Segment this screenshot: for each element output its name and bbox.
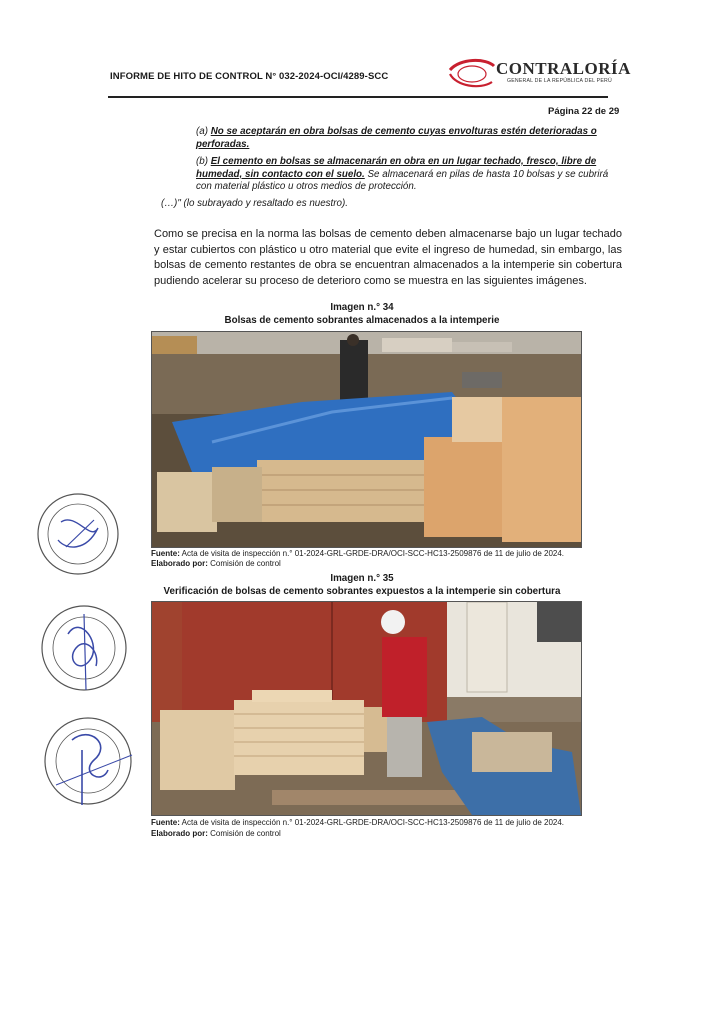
figure-35-source-text: Acta de visita de inspección n.° 01-2024-GRL-GRDE-DRA/OCI-SCC-HC13-2509876 de 11 de julio de 2024.	[179, 818, 565, 827]
quote-item-b-prefix: (b)	[196, 156, 211, 167]
figure-35-source-label: Fuente:	[151, 818, 180, 827]
seal-supervisor	[40, 604, 128, 692]
quote-item-b	[196, 156, 616, 194]
seal-jefe-de-comision	[36, 492, 120, 576]
figure-34-made-by	[151, 559, 281, 569]
figure-34-source-text: Acta de visita de inspección n.° 01-2024-GRL-GRDE-DRA/OCI-SCC-HC13-2509876 de 11 de julio de 2024.	[179, 549, 565, 558]
quote-item-b-underlined: El cemento en bolsas se almacenarán en obra en un lugar techado, fresco, libre de humedad, sin contacto con el suelo.	[196, 156, 597, 180]
figure-35-made-by	[151, 829, 281, 839]
quote-item-b-rest: Se almacenará en pilas de hasta 10 bolsas y se cubrirá con material plástico u otros medios de protección.	[196, 168, 609, 192]
report-title: INFORME DE HITO DE CONTROL N° 032-2024-OCI/4289-SCC	[110, 71, 389, 82]
quote-item-a-prefix: (a)	[196, 126, 211, 137]
figure-35-number: Imagen n.° 35	[330, 573, 394, 584]
quote-closing: (…)" (lo subrayado y resaltado es nuestro).	[161, 198, 348, 209]
figure-34-made-by-label: Elaborado por:	[151, 559, 208, 568]
figure-35-made-by-label: Elaborado por:	[151, 829, 208, 838]
quote-item-a-text: No se aceptarán en obra bolsas de cemento cuyas envolturas estén deterioradas o perforadas.	[196, 126, 597, 150]
quote-item-a	[196, 126, 616, 151]
figure-34-number: Imagen n.° 34	[330, 302, 394, 313]
figure-35-title: Verificación de bolsas de cemento sobrantes expuestos a la intemperie sin cobertura	[163, 586, 561, 597]
figure-34-source	[151, 549, 564, 559]
logo-name: CONTRALORÍA	[496, 59, 631, 78]
figure-35-made-by-text: Comisión de control	[207, 829, 281, 838]
figure-35-source	[151, 818, 564, 828]
figure-34-photo	[151, 331, 582, 548]
figure-35-photo	[151, 601, 582, 816]
body-paragraph: Como se precisa en la norma las bolsas de cemento deben almacenarse bajo un lugar techado y estar cubiertos con plástico u otro material que evite el ingreso de humedad, sin embargo, las bolsas de cemento restantes de obra se encuentran almacenados a la intemperie sin cobertura pudiendo acelerar su proceso de deterioro como se muestra en las siguientes imágenes.	[154, 228, 622, 287]
seal-signature-third	[42, 715, 134, 810]
figure-34-title: Bolsas de cemento sobrantes almacenados a la intemperie	[224, 315, 500, 326]
header-divider	[108, 96, 608, 98]
figure-34-source-label: Fuente:	[151, 549, 180, 558]
logo-subtitle: GENERAL DE LA REPÚBLICA DEL PERÚ	[507, 78, 612, 84]
page-number: Página 22 de 29	[548, 106, 620, 117]
figure-34-made-by-text: Comisión de control	[207, 559, 281, 568]
